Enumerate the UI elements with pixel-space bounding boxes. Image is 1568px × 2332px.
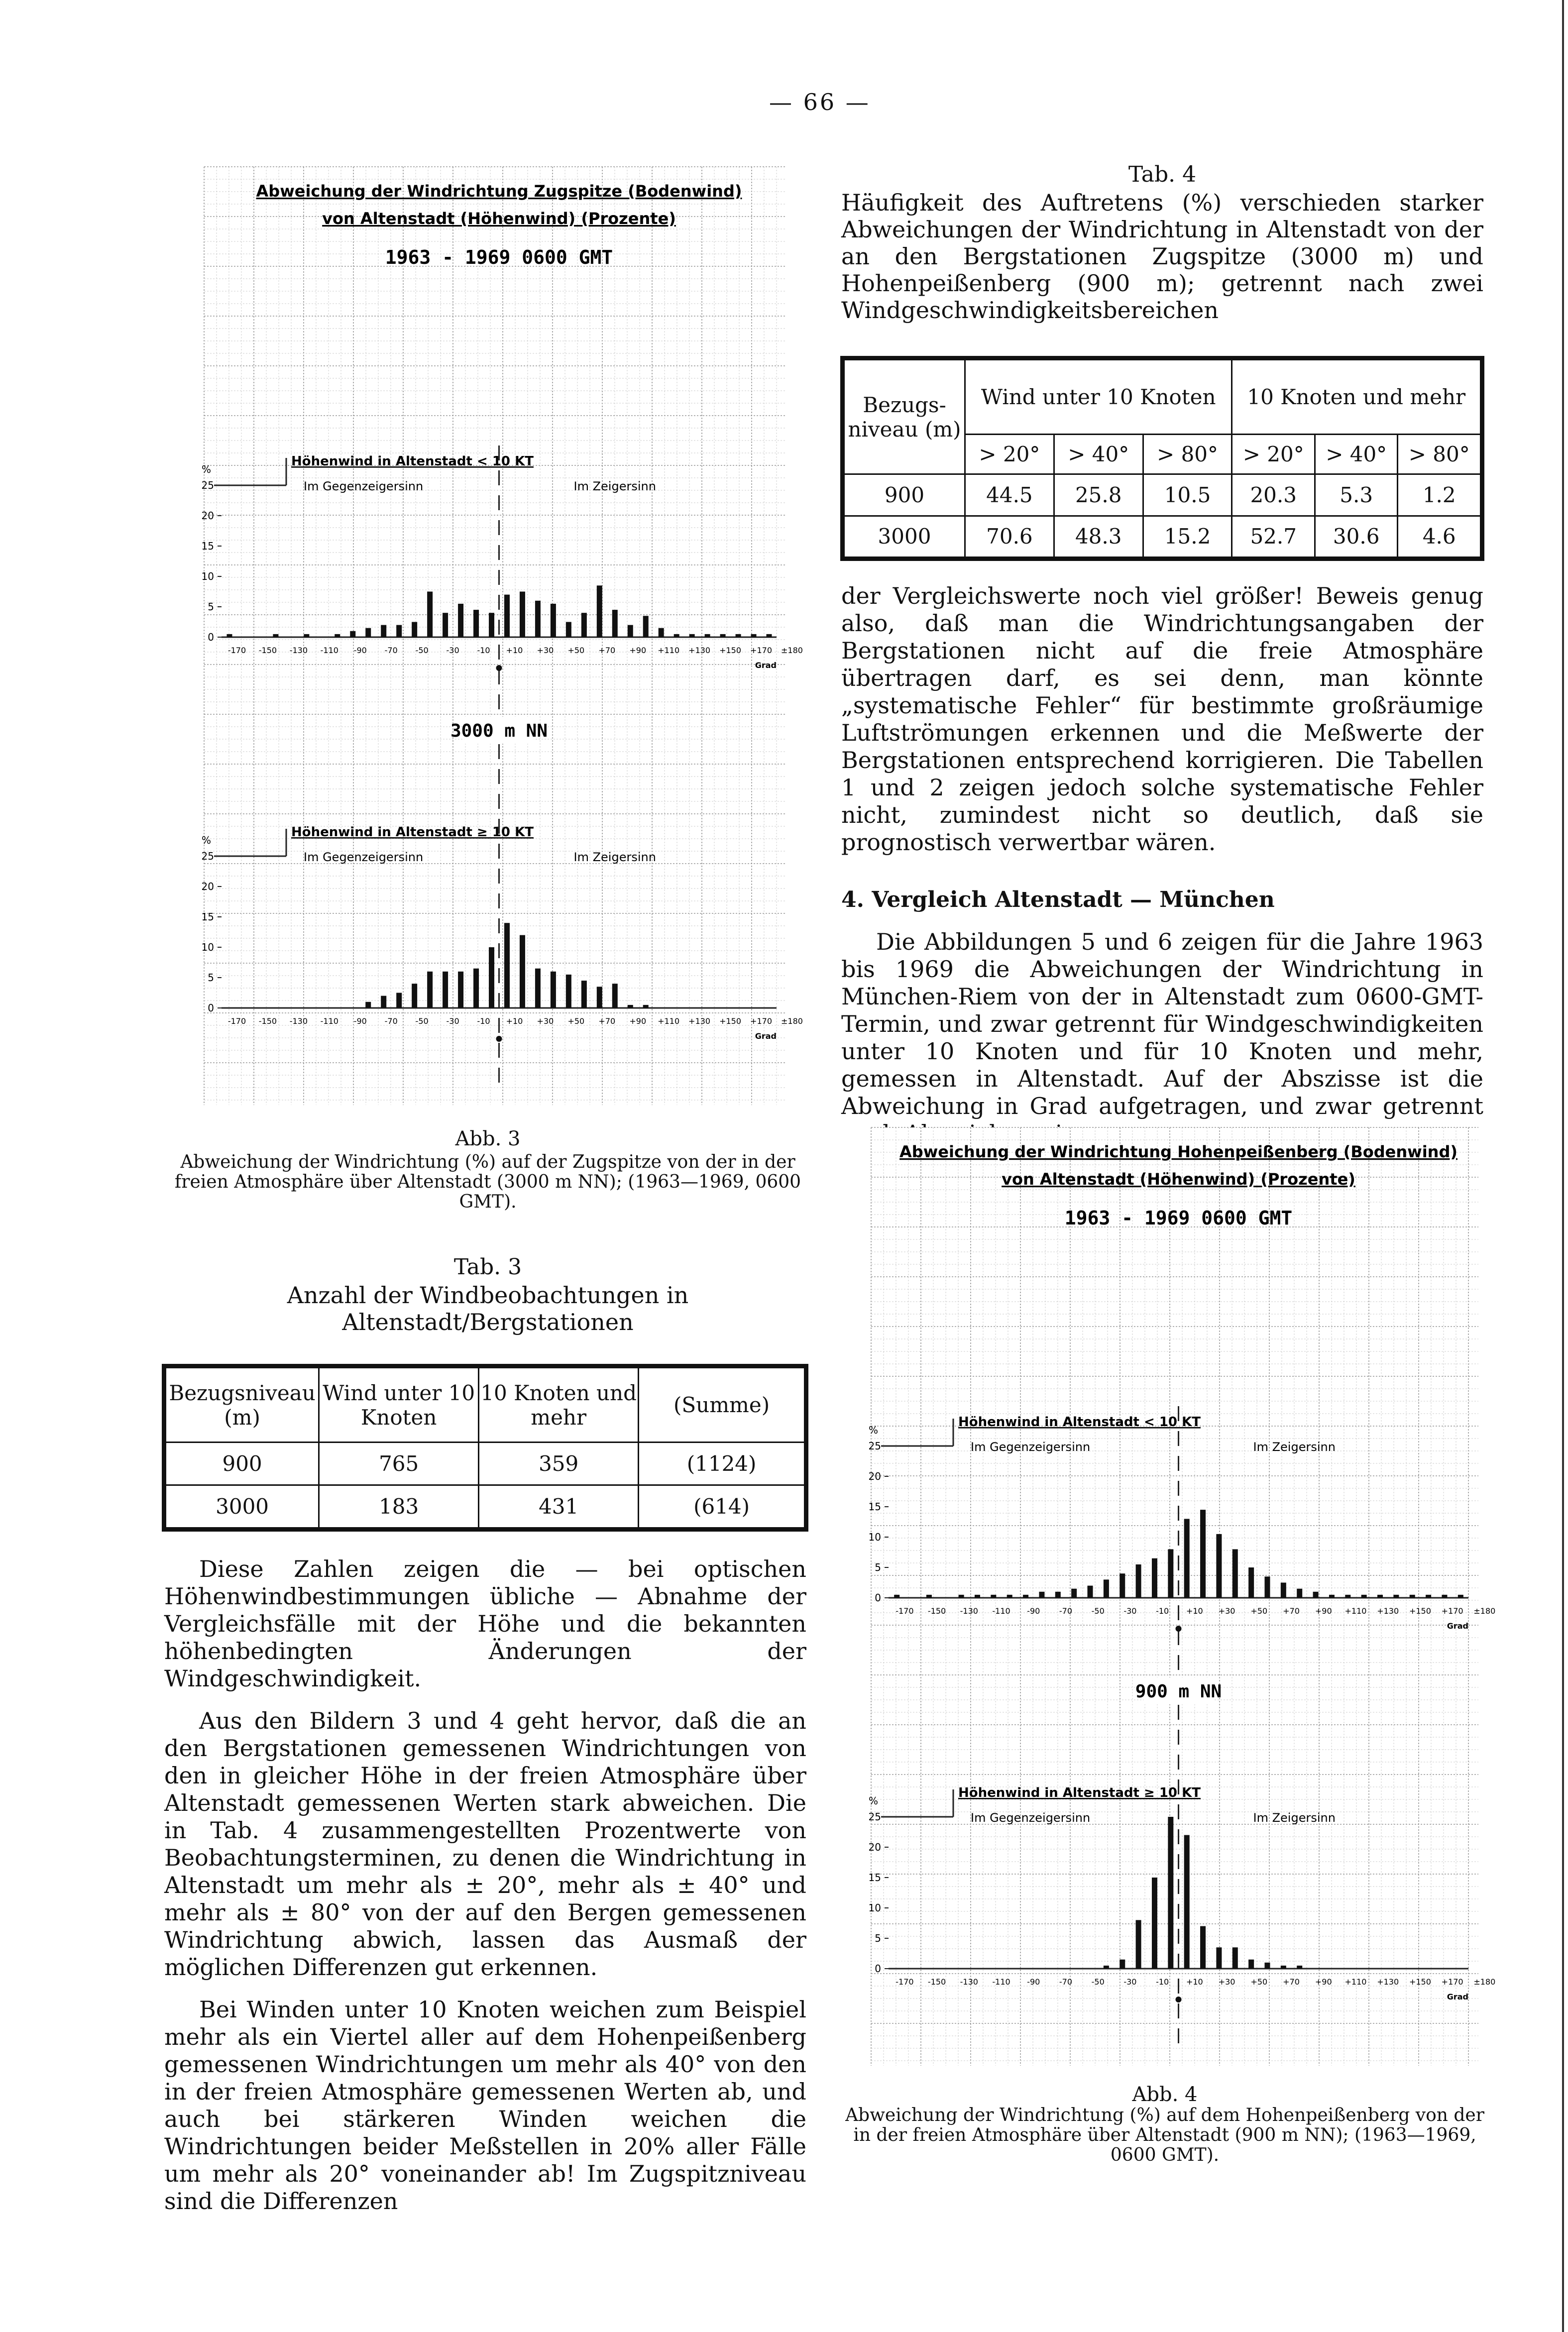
bar	[1248, 1567, 1254, 1598]
zero-marker	[1176, 1626, 1182, 1632]
x-tick-label: -90	[1027, 1977, 1040, 1987]
x-tick-label: -70	[384, 646, 398, 655]
y-tick-label: 0	[875, 1963, 881, 1975]
bar	[551, 604, 556, 637]
x-tick-label: +170	[750, 646, 773, 655]
x-tick-label: +90	[1315, 1977, 1332, 1987]
bar	[1313, 1592, 1319, 1598]
x-tick-label: +30	[537, 646, 554, 655]
x-tick-label: +130	[1377, 1977, 1399, 1987]
bar	[1136, 1564, 1141, 1598]
bar	[1120, 1960, 1125, 1969]
bar	[612, 610, 618, 637]
bar	[736, 634, 741, 637]
region-label-right: Im Zeigersinn	[1253, 1811, 1336, 1825]
x-tick-label: -150	[258, 646, 277, 655]
bar	[1264, 1963, 1270, 1969]
x-tick-label: -90	[353, 646, 367, 655]
zero-marker	[496, 665, 502, 671]
bar	[1345, 1595, 1350, 1598]
tab3-cell: 765	[319, 1443, 479, 1485]
x-tick-label: -170	[896, 1977, 914, 1987]
bar	[473, 969, 479, 1008]
bar	[566, 975, 571, 1008]
y-tick-label: 25	[868, 1440, 881, 1452]
zero-marker	[496, 1036, 502, 1042]
bar	[991, 1595, 996, 1598]
bar	[1248, 1960, 1254, 1969]
tab3-cell: (614)	[639, 1485, 805, 1528]
bar	[427, 592, 433, 638]
x-tick-label: -170	[227, 1016, 246, 1026]
left-paragraph-2: Aus den Bildern 3 und 4 geht hervor, daß die an den Bergstationen gemessenen Windrichtungen von den in gleicher Höhe in der freien Atmosphäre über Altenstadt gemessenen Werten stark abweichen. Die in Tab. 4 zusammengestellten Prozentwerte von Beobachtungsterminen, zu denen die Windrichtung in Altenstadt um mehr als ± 20°, mehr als ± 40° und mehr als ± 80° von der auf den Bergen gemessenen Windrichtung abwich, lassen das Ausmaß der möglichen Differenzen gut erkennen.	[164, 1707, 806, 1981]
x-tick-label: -130	[289, 646, 308, 655]
bar	[304, 634, 309, 637]
tab4-frame	[840, 356, 1484, 561]
x-tick-label: -30	[1123, 1977, 1137, 1987]
bar	[597, 585, 602, 637]
x-tick-label: +10	[506, 646, 523, 655]
bar	[489, 947, 494, 1008]
left-paragraph-3: Bei Winden unter 10 Knoten weichen zum Beispiel mehr als ein Viertel aller auf dem Hohenpeißenberg gemessenen Windrichtungen um mehr als 40° von den in der freien Atmosphäre gemessenen Werten ab, und auch bei stärkeren Winden weichen die Windrichtungen beider Meßstellen in 20% aller Fälle um mehr als 20° voneinander ab! Im Zugspitzniveau sind die Differenzen	[164, 1996, 806, 2215]
x-tick-label: -170	[227, 646, 246, 655]
zero-marker	[1176, 1997, 1182, 2002]
bar	[705, 634, 710, 637]
x-tick-label: +10	[1186, 1606, 1203, 1616]
bar	[443, 613, 448, 637]
tab4-level: 900	[844, 474, 965, 516]
bar	[1120, 1573, 1125, 1598]
y-tick-label: 5	[208, 601, 214, 613]
x-tick-label: -50	[1091, 1606, 1105, 1616]
x-tick-label: -110	[992, 1977, 1010, 1987]
x-tick-label: +90	[629, 646, 647, 655]
x-tick-label: +90	[1315, 1606, 1332, 1616]
region-label-left: Im Gegenzeigersinn	[304, 850, 424, 864]
region-label-left: Im Gegenzeigersinn	[971, 1811, 1091, 1825]
bar	[926, 1595, 932, 1598]
abb3-label: Abb. 3	[455, 1127, 521, 1150]
tab4-header-over: 10 Knoten und mehr	[1232, 360, 1481, 435]
abb3-caption: Abweichung der Windrichtung (%) auf der Zugspitze von der in der freien Atmosphäre über Altenstadt (3000 m NN); (1963—1969, 0600 GMT).	[174, 1152, 801, 1212]
bar	[1393, 1595, 1399, 1598]
bar	[1104, 1966, 1109, 1969]
bar	[412, 622, 417, 638]
bar	[535, 601, 541, 637]
table-row	[166, 1443, 805, 1485]
bar	[1216, 1947, 1222, 1969]
bar	[674, 634, 679, 637]
x-tick-label: -50	[1091, 1977, 1105, 1987]
bar	[1377, 1595, 1383, 1598]
bar	[1136, 1920, 1141, 1969]
y-tick-label: 25	[201, 479, 214, 491]
bar	[396, 625, 402, 637]
bar	[381, 625, 386, 637]
tab4-header-under: Wind unter 10 Knoten	[965, 360, 1232, 435]
x-tick-label: +110	[1344, 1977, 1367, 1987]
bar	[1104, 1579, 1109, 1598]
bar	[1281, 1966, 1286, 1969]
bar	[1458, 1595, 1463, 1598]
x-tick-label: +110	[658, 646, 680, 655]
bar	[1184, 1519, 1190, 1598]
graph-paper-grid	[201, 167, 786, 1105]
x-tick-label: +70	[1283, 1977, 1300, 1987]
tab3-header-level: Bezugsniveau (m)	[166, 1368, 319, 1443]
x-tick-label: +130	[1377, 1606, 1399, 1616]
tab3-cell: 431	[479, 1485, 639, 1528]
tab4-cell: 30.6	[1315, 516, 1397, 557]
bar	[520, 935, 525, 1008]
tab3-header-over: 10 Knoten und mehr	[479, 1368, 639, 1443]
x-tick-label: +170	[1441, 1606, 1463, 1616]
bar	[1264, 1576, 1270, 1598]
figure-abb4-chart	[841, 1127, 1496, 2076]
tab3-cell: 183	[319, 1485, 479, 1528]
bar	[1168, 1817, 1173, 1969]
tab4-threshold: > 20°	[965, 435, 1054, 474]
bar	[1297, 1589, 1302, 1598]
bar	[975, 1595, 980, 1598]
bar	[628, 1005, 633, 1008]
tab4-cell: 5.3	[1315, 474, 1397, 516]
x-tick-label: -10	[477, 646, 490, 655]
tab3-header-under: Wind unter 10 Knoten	[319, 1368, 479, 1443]
section-heading: 4. Vergleich Altenstadt — München	[841, 887, 1275, 912]
x-tick-label: +90	[629, 1016, 647, 1026]
y-tick-label: 5	[208, 972, 214, 984]
region-label-right: Im Zeigersinn	[1253, 1440, 1336, 1454]
x-tick-label: +50	[567, 646, 585, 655]
x-tick-label: +70	[598, 646, 616, 655]
x-tick-label: -10	[477, 1016, 490, 1026]
bar	[1329, 1595, 1335, 1598]
x-tick-label: +10	[506, 1016, 523, 1026]
y-tick-label: 20	[201, 881, 214, 892]
bar	[396, 993, 402, 1008]
x-tick-label: -110	[320, 646, 338, 655]
bar	[643, 1005, 649, 1008]
region-label-left: Im Gegenzeigersinn	[304, 479, 424, 493]
bar	[894, 1595, 899, 1598]
right-body-text	[841, 582, 1483, 1147]
tab4-cell: 1.2	[1398, 474, 1481, 516]
panel-label: Höhenwind in Altenstadt < 10 KT	[958, 1415, 1201, 1430]
bar	[226, 634, 232, 637]
level-label: 3000 m NN	[450, 721, 548, 741]
bar	[473, 610, 479, 637]
left-body-text	[164, 1555, 806, 2215]
x-tick-label: -90	[353, 1016, 367, 1026]
x-tick-label: ±180	[781, 1016, 803, 1026]
tab4-title: Tab. 4	[1128, 162, 1197, 187]
bar	[1216, 1534, 1222, 1598]
right-paragraph-1: der Vergleichswerte noch viel größer! Beweis genug also, daß man die Windrichtungsangaben der Bergstationen nicht auf die freie Atmosphäre übertragen darf, es sei denn, man könnte „systematische Fehler“ für bestimmte großräumige Luftströmungen erkennen und die Meßwerte der Bergstationen entsprechend korrigieren. Die Tabellen 1 und 2 zeigen jedoch solche systematische Fehler nicht, zumindest nicht so deutlich, daß sie prognostisch verwertbar wären.	[841, 582, 1483, 856]
tab4-cell: 44.5	[965, 474, 1054, 516]
tab4-cell: 15.2	[1143, 516, 1232, 557]
bar	[689, 634, 695, 637]
x-tick-label: -150	[927, 1977, 946, 1987]
tab3-frame	[162, 1364, 808, 1532]
right-paragraph-2: Die Abbildungen 5 und 6 zeigen für die Jahre 1963 bis 1969 die Abweichungen der Windrichtung in München-Riem von der in Altenstadt zum 0600-GMT-Termin, und zwar getrennt für Windgeschwindigkeiten unter 10 Knoten und für 10 Knoten und mehr, gemessen in Altenstadt. Auf der Abszisse ist die Abweichung in Grad aufgetragen, und zwar getrennt nach Abweichung im	[841, 928, 1483, 1147]
bar	[1007, 1595, 1012, 1598]
figure-abb3-chart	[174, 167, 803, 1115]
x-tick-label: -30	[446, 1016, 459, 1026]
bar	[381, 996, 386, 1008]
x-tick-label: +110	[658, 1016, 680, 1026]
bar	[720, 634, 726, 637]
x-tick-label: +170	[1441, 1977, 1463, 1987]
y-tick-label: 5	[875, 1932, 881, 1944]
bar	[551, 972, 556, 1008]
bar	[520, 592, 525, 638]
tab4-cell: 70.6	[965, 516, 1054, 557]
y-tick-label: 20	[868, 1470, 881, 1482]
bar	[659, 628, 664, 637]
x-tick-label: -130	[960, 1977, 978, 1987]
bar	[959, 1595, 964, 1598]
bar	[427, 972, 433, 1008]
x-tick-label: +30	[1218, 1606, 1235, 1616]
bar	[489, 613, 494, 637]
bar	[458, 972, 463, 1008]
table-row	[844, 516, 1481, 557]
tab3-header-sum: (Summe)	[639, 1368, 805, 1443]
tab4-cell: 10.5	[1143, 474, 1232, 516]
panel-label: Höhenwind in Altenstadt ≥ 10 KT	[291, 825, 534, 840]
bar	[1168, 1549, 1173, 1598]
x-tick-label: +150	[1409, 1606, 1431, 1616]
bar	[643, 616, 649, 637]
bar	[751, 634, 757, 637]
bar	[1361, 1595, 1367, 1598]
chart-period: 1963 - 1969 0600 GMT	[385, 246, 613, 268]
chart-title-line-2: von Altenstadt (Höhenwind) (Prozente)	[322, 209, 676, 228]
x-tick-label: +70	[1283, 1606, 1300, 1616]
bar	[1442, 1595, 1447, 1598]
x-tick-label: -50	[415, 1016, 429, 1026]
x-tick-label: -150	[927, 1606, 946, 1616]
bar	[1184, 1835, 1190, 1969]
bar	[566, 622, 571, 638]
x-tick-label: +50	[1250, 1977, 1268, 1987]
x-tick-label: +170	[750, 1016, 773, 1026]
x-axis-label: Grad	[1447, 1621, 1468, 1631]
bar	[1055, 1592, 1061, 1598]
bar	[1071, 1589, 1077, 1598]
y-tick-label: 0	[208, 1002, 214, 1014]
tab4-level: 3000	[844, 516, 965, 557]
x-tick-label: -50	[415, 646, 429, 655]
bar	[504, 595, 510, 637]
y-tick-label: 25	[868, 1811, 881, 1823]
bar	[767, 634, 772, 637]
y-tick-label: 20	[201, 510, 214, 522]
bar	[1039, 1592, 1044, 1598]
x-tick-label: -150	[258, 1016, 277, 1026]
y-unit-label: %	[202, 834, 212, 846]
y-tick-label: 0	[208, 631, 214, 643]
tab4-header-level: Bezugs-niveau (m)	[844, 360, 965, 474]
bar	[458, 604, 463, 637]
bar	[365, 1002, 371, 1008]
chart-title-line-1: Abweichung der Windrichtung Zugspitze (Bodenwind)	[256, 182, 742, 201]
bar	[581, 981, 587, 1008]
tab4-threshold: > 20°	[1232, 435, 1315, 474]
x-tick-label: -130	[289, 1016, 308, 1026]
x-axis-label: Grad	[755, 1031, 777, 1041]
bar	[612, 984, 618, 1008]
x-tick-label: -110	[320, 1016, 338, 1026]
bar	[1023, 1595, 1028, 1598]
x-tick-label: -30	[1123, 1606, 1137, 1616]
x-tick-label: +30	[537, 1016, 554, 1026]
bar	[412, 984, 417, 1008]
bar	[443, 972, 448, 1008]
bar	[1232, 1549, 1238, 1598]
y-tick-label: 20	[868, 1841, 881, 1853]
x-tick-label: +150	[719, 646, 742, 655]
bar	[535, 969, 541, 1008]
tab4-threshold: > 80°	[1143, 435, 1232, 474]
bar	[1200, 1510, 1206, 1598]
tab4-threshold: > 40°	[1315, 435, 1397, 474]
x-tick-label: +150	[1409, 1977, 1431, 1987]
left-paragraph-1: Diese Zahlen zeigen die — bei optischen Höhenwindbestimmungen übliche — Abnahme der Vergleichsfälle mit der Höhe und die bekannten höhenbedingten Änderungen der Windgeschwindigkeit.	[164, 1555, 806, 1692]
x-tick-label: -70	[1059, 1606, 1073, 1616]
x-tick-label: ±180	[1473, 1606, 1496, 1616]
x-axis-label: Grad	[755, 661, 777, 670]
level-label: 900 m NN	[1135, 1681, 1222, 1702]
x-tick-label: -170	[896, 1606, 914, 1616]
region-label-right: Im Zeigersinn	[573, 479, 656, 493]
tab3-table	[165, 1367, 805, 1529]
bar	[1200, 1926, 1206, 1969]
x-tick-label: +30	[1218, 1977, 1235, 1987]
x-tick-label: +130	[688, 646, 711, 655]
x-tick-label: -10	[1156, 1606, 1169, 1616]
tab4-cell: 4.6	[1398, 516, 1481, 557]
abb4-caption: Abweichung der Windrichtung (%) auf dem Hohenpeißenberg von der in der freien Atmosphäre über Altenstadt (900 m NN); (1963—1969, 0600 GMT).	[845, 2105, 1484, 2165]
tab4-threshold: > 80°	[1398, 435, 1481, 474]
x-tick-label: -130	[960, 1606, 978, 1616]
chart-title-line-1: Abweichung der Windrichtung Hohenpeißenberg (Bodenwind)	[899, 1142, 1457, 1161]
y-tick-label: 15	[868, 1872, 881, 1884]
y-tick-label: 0	[875, 1592, 881, 1604]
y-tick-label: 10	[201, 570, 214, 582]
x-tick-label: -30	[446, 646, 459, 655]
x-tick-label: -10	[1156, 1977, 1169, 1987]
x-tick-label: -70	[384, 1016, 398, 1026]
bar	[350, 631, 355, 637]
bar	[628, 625, 633, 637]
table-row	[844, 474, 1481, 516]
tab4-cell: 52.7	[1232, 516, 1315, 557]
panel-label: Höhenwind in Altenstadt ≥ 10 KT	[958, 1785, 1201, 1800]
x-tick-label: +10	[1186, 1977, 1203, 1987]
bar	[1297, 1966, 1302, 1969]
bar	[1426, 1595, 1431, 1598]
tab4-cell: 25.8	[1054, 474, 1143, 516]
bar	[504, 923, 510, 1008]
bar	[335, 634, 340, 637]
tab4-threshold: > 40°	[1054, 435, 1143, 474]
bar	[1088, 1586, 1093, 1598]
x-axis-label: Grad	[1447, 1992, 1468, 2001]
tab3-cell: 3000	[166, 1485, 319, 1528]
scan-edge-rule	[1562, 0, 1564, 2332]
page-number: — 66 —	[769, 89, 871, 115]
x-tick-label: +110	[1344, 1606, 1367, 1616]
y-tick-label: 25	[201, 850, 214, 862]
x-tick-label: -90	[1027, 1606, 1040, 1616]
y-unit-label: %	[869, 1795, 879, 1807]
region-label-left: Im Gegenzeigersinn	[971, 1440, 1091, 1454]
x-tick-label: +50	[567, 1016, 585, 1026]
bar	[1281, 1583, 1286, 1598]
x-tick-label: -70	[1059, 1977, 1073, 1987]
table-row	[166, 1485, 805, 1528]
tab4-cell: 48.3	[1054, 516, 1143, 557]
chart-title-line-2: von Altenstadt (Höhenwind) (Prozente)	[1002, 1170, 1355, 1189]
x-tick-label: +70	[598, 1016, 616, 1026]
bar	[1152, 1878, 1157, 1969]
x-tick-label: +150	[719, 1016, 742, 1026]
y-tick-label: 5	[875, 1561, 881, 1573]
y-tick-label: 10	[201, 941, 214, 953]
tab4-table	[843, 359, 1481, 558]
bar	[1232, 1947, 1238, 1969]
bar	[1152, 1558, 1157, 1598]
y-tick-label: 15	[201, 911, 214, 923]
tab3-cell: 359	[479, 1443, 639, 1485]
y-tick-label: 10	[868, 1531, 881, 1543]
x-tick-label: +50	[1250, 1606, 1268, 1616]
tab3-caption: Anzahl der Windbeobachtungen in Altenstadt/Bergstationen	[287, 1282, 689, 1335]
bar	[365, 628, 371, 637]
bar	[273, 634, 278, 637]
bar	[597, 987, 602, 1008]
tab4-caption: Häufigkeit des Auftretens (%) verschieden starker Abweichungen der Windrichtung in Altenstadt von der an den Bergstationen Zugspitze (3000 m) und Hohenpeißenberg (900 m); getrennt nach zwei Windgeschwindigkeitsbereichen	[841, 189, 1483, 324]
y-unit-label: %	[869, 1424, 879, 1436]
bar	[581, 613, 587, 637]
tab3-title: Tab. 3	[453, 1254, 522, 1280]
x-tick-label: +130	[688, 1016, 711, 1026]
y-tick-label: 10	[868, 1902, 881, 1914]
chart-period: 1963 - 1969 0600 GMT	[1064, 1207, 1293, 1229]
bar	[1410, 1595, 1415, 1598]
panel-label: Höhenwind in Altenstadt < 10 KT	[291, 454, 534, 469]
x-tick-label: ±180	[1473, 1977, 1496, 1987]
x-tick-label: ±180	[781, 646, 803, 655]
y-tick-label: 15	[868, 1501, 881, 1513]
tab3-cell: (1124)	[639, 1443, 805, 1485]
tab4-cell: 20.3	[1232, 474, 1315, 516]
x-tick-label: -110	[992, 1606, 1010, 1616]
y-tick-label: 15	[201, 540, 214, 552]
tab3-cell: 900	[166, 1443, 319, 1485]
y-unit-label: %	[202, 463, 212, 475]
region-label-right: Im Zeigersinn	[573, 850, 656, 864]
abb4-label: Abb. 4	[1132, 2083, 1198, 2106]
